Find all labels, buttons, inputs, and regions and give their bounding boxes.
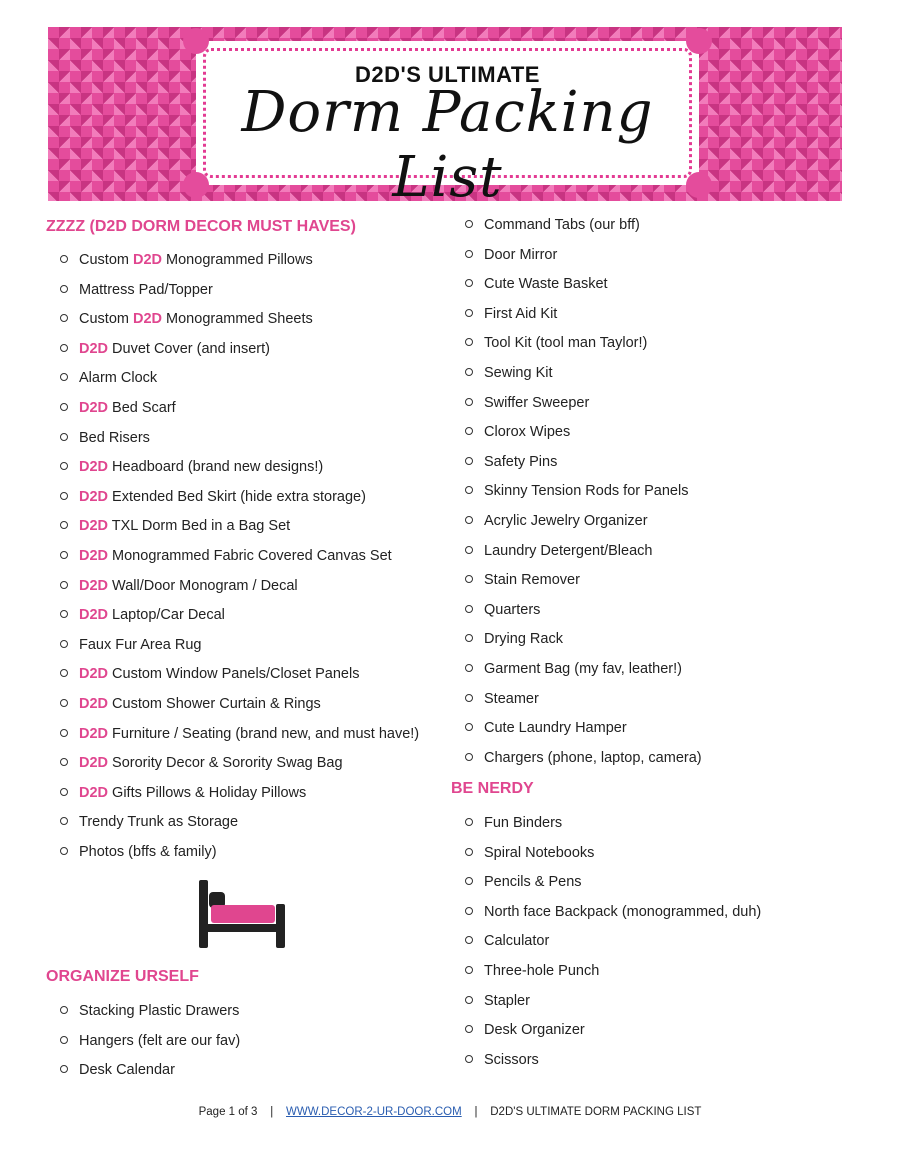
list-item: [451, 422, 702, 452]
item-text: Cute Waste Basket: [484, 276, 608, 293]
circle-bullet-icon: [465, 309, 473, 317]
list-item: [46, 1001, 240, 1031]
item-text: Photos (bffs & family): [79, 843, 217, 860]
list-item: [451, 689, 702, 719]
circle-bullet-icon: [60, 255, 68, 263]
item-text: Hangers (felt are our fav): [79, 1032, 241, 1049]
item-prefix: Custom: [79, 311, 133, 328]
section-heading-nerdy: BE NERDY: [451, 780, 534, 797]
circle-bullet-icon: [465, 753, 473, 761]
brand-name: D2D: [79, 695, 109, 712]
item-text: Stain Remover: [484, 572, 580, 589]
circle-bullet-icon: [60, 581, 68, 589]
supplies-list: [451, 215, 702, 777]
circle-bullet-icon: [465, 427, 473, 435]
list-item: [46, 842, 419, 872]
footer-separator: |: [474, 1106, 478, 1118]
brand-name: D2D: [79, 755, 109, 772]
item-text: Custom Shower Curtain & Rings: [108, 695, 321, 712]
list-item: [46, 339, 419, 369]
list-item: [451, 481, 702, 511]
item-text: Extended Bed Skirt (hide extra storage): [108, 488, 366, 505]
list-item: [451, 843, 761, 873]
item-text: Sorority Decor & Sorority Swag Bag: [108, 755, 343, 772]
circle-bullet-icon: [465, 368, 473, 376]
item-text: Monogrammed Pillows: [162, 252, 313, 268]
item-text: Laptop/Car Decal: [108, 607, 225, 624]
circle-bullet-icon: [60, 699, 68, 707]
brand-name: D2D: [79, 340, 109, 357]
circle-bullet-icon: [465, 1025, 473, 1033]
item-text: Quarters: [484, 601, 541, 618]
list-item: [451, 245, 702, 275]
list-item: [46, 664, 419, 694]
list-item: [46, 783, 419, 813]
list-item: [451, 600, 702, 630]
footer-separator: |: [270, 1106, 274, 1118]
list-item: [451, 991, 761, 1021]
circle-bullet-icon: [465, 516, 473, 524]
circle-bullet-icon: [465, 279, 473, 287]
list-item: [46, 250, 419, 280]
circle-bullet-icon: [60, 314, 68, 322]
list-item: [46, 457, 419, 487]
list-item: [451, 215, 702, 245]
list-item: [46, 546, 419, 576]
item-text: Monogrammed Sheets: [162, 311, 313, 328]
item-text: Garment Bag (my fav, leather!): [484, 660, 682, 677]
list-item: [46, 1060, 240, 1090]
list-item: [46, 694, 419, 724]
item-text: Laundry Detergent/Bleach: [484, 542, 653, 559]
brand-name: D2D: [79, 577, 109, 594]
circle-bullet-icon: [465, 457, 473, 465]
list-item: [46, 724, 419, 754]
brand-name: D2D: [79, 666, 109, 683]
item-text: Custom Window Panels/Closet Panels: [108, 666, 360, 683]
item-text: Trendy Trunk as Storage: [79, 814, 239, 831]
brand-name: D2D: [79, 607, 109, 624]
list-item: [451, 363, 702, 393]
circle-bullet-icon: [465, 907, 473, 915]
circle-bullet-icon: [60, 610, 68, 618]
list-item: [46, 398, 419, 428]
circle-bullet-icon: [60, 1036, 68, 1044]
list-item: [46, 280, 419, 310]
section-heading-decor: ZZZZ (D2D DORM DECOR MUST HAVES): [46, 218, 356, 235]
list-item: [451, 961, 761, 991]
list-item: [451, 813, 761, 843]
list-item: [451, 872, 761, 902]
list-item: [451, 511, 702, 541]
item-text: Gifts Pillows & Holiday Pillows: [108, 784, 307, 801]
brand-name: D2D: [79, 518, 109, 535]
item-text: Monogrammed Fabric Covered Canvas Set: [108, 547, 392, 564]
list-item: [46, 635, 419, 665]
item-text: Bed Risers: [79, 429, 150, 446]
list-item: [451, 931, 761, 961]
circle-bullet-icon: [60, 403, 68, 411]
list-item: [451, 718, 702, 748]
list-item: [451, 748, 702, 778]
item-text: First Aid Kit: [484, 305, 558, 322]
list-item: [46, 605, 419, 635]
brand-name: D2D: [79, 725, 109, 742]
list-item: [451, 393, 702, 423]
circle-bullet-icon: [465, 605, 473, 613]
list-item: [46, 487, 419, 517]
circle-bullet-icon: [60, 521, 68, 529]
list-item: [46, 428, 419, 458]
circle-bullet-icon: [465, 664, 473, 672]
circle-bullet-icon: [60, 758, 68, 766]
list-item: [451, 659, 702, 689]
circle-bullet-icon: [465, 220, 473, 228]
list-item: [451, 1050, 761, 1080]
item-text: Chargers (phone, laptop, camera): [484, 749, 702, 766]
list-item: [46, 753, 419, 783]
list-item: [46, 1031, 240, 1061]
item-text: Fun Binders: [484, 815, 563, 831]
list-item: [451, 452, 702, 482]
item-text: Door Mirror: [484, 246, 558, 263]
item-text: Duvet Cover (and insert): [108, 340, 270, 357]
circle-bullet-icon: [465, 634, 473, 642]
circle-bullet-icon: [60, 344, 68, 352]
circle-bullet-icon: [60, 640, 68, 648]
circle-bullet-icon: [60, 433, 68, 441]
item-text: Spiral Notebooks: [484, 844, 595, 861]
label-notch: [686, 28, 712, 54]
circle-bullet-icon: [465, 546, 473, 554]
list-item: [451, 333, 702, 363]
circle-bullet-icon: [465, 818, 473, 826]
section-heading-organize: ORGANIZE URSELF: [46, 968, 199, 985]
page-number: Page 1 of 3: [198, 1106, 258, 1118]
circle-bullet-icon: [465, 338, 473, 346]
item-text: Drying Rack: [484, 631, 563, 648]
circle-bullet-icon: [60, 1065, 68, 1073]
item-text: Clorox Wipes: [484, 424, 571, 441]
item-text: Skinny Tension Rods for Panels: [484, 483, 689, 500]
circle-bullet-icon: [465, 966, 473, 974]
item-text: Mattress Pad/Topper: [79, 281, 213, 298]
item-text: Tool Kit (tool man Taylor!): [484, 335, 648, 352]
circle-bullet-icon: [60, 492, 68, 500]
item-text: Stacking Plastic Drawers: [79, 1003, 240, 1019]
list-item: [451, 1020, 761, 1050]
list-item: [451, 541, 702, 571]
page-title: Dorm Packing List: [241, 80, 654, 210]
circle-bullet-icon: [60, 847, 68, 855]
item-text: Bed Scarf: [108, 399, 176, 416]
item-text: Faux Fur Area Rug: [79, 636, 202, 653]
label-notch: [183, 28, 209, 54]
item-text: North face Backpack (monogrammed, duh): [484, 903, 762, 920]
circle-bullet-icon: [60, 462, 68, 470]
circle-bullet-icon: [465, 848, 473, 856]
item-text: Swiffer Sweeper: [484, 394, 590, 411]
circle-bullet-icon: [60, 817, 68, 825]
item-text: Alarm Clock: [79, 370, 158, 387]
list-item: [46, 576, 419, 606]
circle-bullet-icon: [465, 877, 473, 885]
banner-subtitle: D2D'S ULTIMATE: [355, 62, 540, 87]
circle-bullet-icon: [465, 996, 473, 1004]
item-text: Three-hole Punch: [484, 962, 600, 979]
brand-name: D2D: [79, 488, 109, 505]
list-item: [451, 629, 702, 659]
bed-icon: [199, 880, 285, 948]
brand-name: D2D: [79, 547, 109, 564]
circle-bullet-icon: [465, 398, 473, 406]
item-text: Scissors: [484, 1051, 539, 1068]
item-text: Desk Calendar: [79, 1062, 175, 1079]
circle-bullet-icon: [465, 486, 473, 494]
circle-bullet-icon: [465, 936, 473, 944]
brand-name: D2D: [79, 459, 109, 476]
circle-bullet-icon: [60, 551, 68, 559]
list-item: [451, 570, 702, 600]
brand-name: D2D: [133, 252, 163, 268]
circle-bullet-icon: [465, 694, 473, 702]
organize-list: [46, 1001, 240, 1090]
brand-name: D2D: [79, 399, 109, 416]
footer-doc-title: D2D'S ULTIMATE DORM PACKING LIST: [490, 1106, 702, 1118]
item-text: Wall/Door Monogram / Decal: [108, 577, 298, 594]
brand-name: D2D: [133, 311, 163, 328]
item-text: Acrylic Jewelry Organizer: [484, 512, 648, 529]
circle-bullet-icon: [465, 250, 473, 258]
item-text: Safety Pins: [484, 453, 558, 470]
item-text: Pencils & Pens: [484, 874, 582, 891]
item-text: Command Tabs (our bff): [484, 217, 640, 233]
item-text: Furniture / Seating (brand new, and must have!): [108, 725, 420, 742]
list-item: [46, 309, 419, 339]
circle-bullet-icon: [60, 729, 68, 737]
item-text: Desk Organizer: [484, 1022, 585, 1039]
circle-bullet-icon: [60, 373, 68, 381]
circle-bullet-icon: [60, 1006, 68, 1014]
item-text: Steamer: [484, 690, 539, 707]
item-text: Headboard (brand new designs!): [108, 459, 324, 476]
list-item: [451, 902, 761, 932]
circle-bullet-icon: [60, 788, 68, 796]
list-item: [46, 812, 419, 842]
item-prefix: Custom: [79, 252, 133, 268]
list-item: [451, 274, 702, 304]
circle-bullet-icon: [60, 285, 68, 293]
nerdy-list: [451, 813, 761, 1079]
list-item: [451, 304, 702, 334]
item-text: Cute Laundry Hamper: [484, 720, 627, 737]
page-footer: [0, 1106, 900, 1118]
circle-bullet-icon: [60, 669, 68, 677]
website-link[interactable]: WWW.DECOR-2-UR-DOOR.COM: [286, 1106, 462, 1118]
circle-bullet-icon: [465, 1055, 473, 1063]
item-text: Calculator: [484, 933, 550, 950]
circle-bullet-icon: [465, 575, 473, 583]
list-item: [46, 368, 419, 398]
item-text: TXL Dorm Bed in a Bag Set: [108, 518, 291, 535]
item-text: Stapler: [484, 992, 530, 1009]
item-text: Sewing Kit: [484, 364, 553, 381]
brand-name: D2D: [79, 784, 109, 801]
list-item: [46, 516, 419, 546]
decor-list: [46, 250, 419, 871]
circle-bullet-icon: [465, 723, 473, 731]
